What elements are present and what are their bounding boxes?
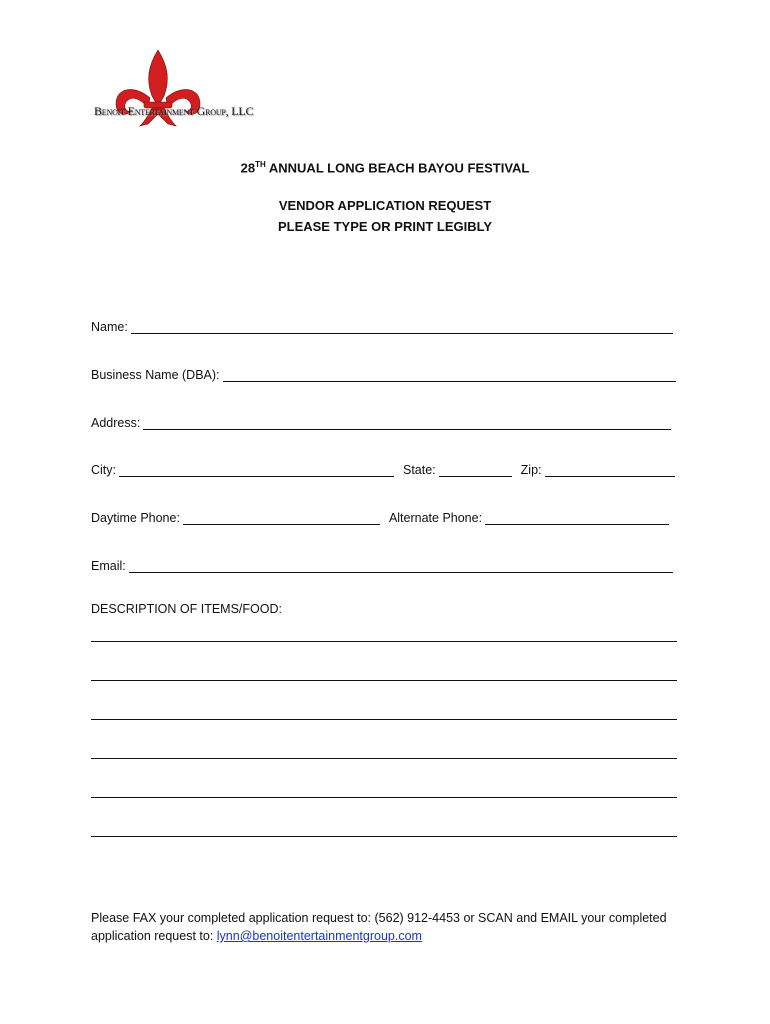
festival-title <box>0 160 770 175</box>
city-state-zip-row <box>91 459 675 477</box>
title-text: ANNUAL LONG BEACH BAYOU FESTIVAL <box>265 160 530 176</box>
address-field[interactable] <box>91 412 671 430</box>
daytime-phone-label: Daytime Phone: <box>91 511 180 525</box>
name-field[interactable] <box>91 316 673 334</box>
description-label: DESCRIPTION OF ITEMS/FOOD: <box>91 602 282 616</box>
submission-instructions <box>91 909 691 945</box>
description-line-4[interactable] <box>91 758 677 759</box>
phone-row <box>91 507 669 525</box>
zip-input-line[interactable] <box>545 462 675 477</box>
name-input-line[interactable] <box>131 319 673 334</box>
email-field[interactable] <box>91 555 673 573</box>
title-number: 28 <box>240 160 256 176</box>
description-line-2[interactable] <box>91 680 677 681</box>
email-input-line[interactable] <box>129 558 673 573</box>
city-input-line[interactable] <box>119 462 394 477</box>
business-name-input-line[interactable] <box>223 367 676 382</box>
title-superscript: TH <box>255 160 266 169</box>
description-line-5[interactable] <box>91 797 677 798</box>
alternate-phone-input-line[interactable] <box>485 510 669 525</box>
logo-text: Benoit Entertainment Group, LLC <box>94 104 254 118</box>
daytime-phone-input-line[interactable] <box>183 510 380 525</box>
business-name-field[interactable] <box>91 364 676 382</box>
fleur-de-lis-icon <box>86 44 246 144</box>
email-label: Email: <box>91 559 126 573</box>
name-label: Name: <box>91 320 128 334</box>
form-instruction: PLEASE TYPE OR PRINT LEGIBLY <box>277 219 493 234</box>
footer-text: Please FAX your completed application request to: (562) 912-4453 or SCAN and EMAIL your completed application request to: <box>91 911 667 943</box>
description-line-3[interactable] <box>91 719 677 720</box>
state-input-line[interactable] <box>439 462 512 477</box>
state-label: State: <box>403 463 436 477</box>
description-line-6[interactable] <box>91 836 677 837</box>
contact-email-link[interactable]: lynn@benoitentertainmentgroup.com <box>216 929 422 943</box>
company-logo <box>86 44 254 144</box>
city-label: City: <box>91 463 116 477</box>
form-subtitle: VENDOR APPLICATION REQUEST <box>278 198 492 213</box>
business-name-label: Business Name (DBA): <box>91 368 220 382</box>
description-line-1[interactable] <box>91 641 677 642</box>
alternate-phone-label: Alternate Phone: <box>388 511 483 525</box>
address-label: Address: <box>91 416 141 430</box>
zip-label: Zip: <box>520 463 542 477</box>
address-input-line[interactable] <box>143 415 671 430</box>
